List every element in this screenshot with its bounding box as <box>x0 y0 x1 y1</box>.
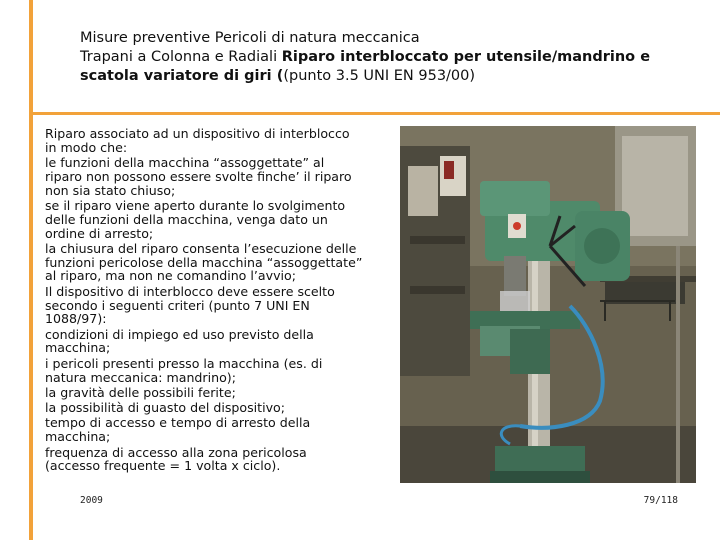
body-paragraph: la gravità delle possibili ferite; <box>45 384 236 400</box>
body-text <box>45 127 365 475</box>
drill-press-photo <box>400 126 696 483</box>
body-paragraph: Il dispositivo di interblocco deve essere scelto secondo i seguenti criteri (punto 7 UNI EN 1088/97): <box>45 283 335 327</box>
title-line-3-plain: (punto 3.5 UNI EN 953/00) <box>283 68 476 84</box>
body-paragraph: i pericoli presenti presso la macchina (es. di natura meccanica: mandrino); <box>45 355 323 385</box>
body-paragraph: Riparo associato ad un dispositivo di interblocco in modo che: <box>45 126 350 155</box>
title-line-2 <box>80 48 680 67</box>
title-line-3 <box>80 67 680 86</box>
accent-horizontal-bar <box>29 112 720 115</box>
footer-year: 2009 <box>80 495 103 506</box>
title-line-2-plain: Trapani a Colonna e Radiali <box>80 49 282 65</box>
body-paragraph: tempo di accesso e tempo di arresto della macchina; <box>45 415 311 445</box>
title-line-3-bold: scatola variatore di giri ( <box>80 68 284 84</box>
accent-vertical-bar <box>29 0 33 540</box>
body-paragraph: la chiusura del riparo consenta l’esecuzione delle funzioni pericolose della macchina “assoggettate” al riparo, ma non ne comandino l’avvio; <box>45 240 363 284</box>
body-paragraph: condizioni di impiego ed uso previsto della macchina; <box>45 326 314 356</box>
body-paragraph: le funzioni della macchina “assoggettate” al riparo non possono essere svolte finche’ il riparo non sia stato chiuso; <box>45 155 352 198</box>
body-paragraph: frequenza di accesso alla zona pericolosa (accesso frequente = 1 volta x ciclo). <box>45 444 307 474</box>
title-line-2-bold: Riparo interbloccato per utensile/mandrino e <box>281 49 651 65</box>
title-line-1: Misure preventive Pericoli di natura meccanica <box>80 30 420 46</box>
slide-title <box>80 29 680 86</box>
footer-page-number: 79/118 <box>643 495 678 506</box>
body-paragraph: se il riparo viene aperto durante lo svolgimento delle funzioni della macchina, venga dato un ordine di arresto; <box>45 197 346 241</box>
body-paragraph: la possibilità di guasto del dispositivo; <box>45 400 285 416</box>
